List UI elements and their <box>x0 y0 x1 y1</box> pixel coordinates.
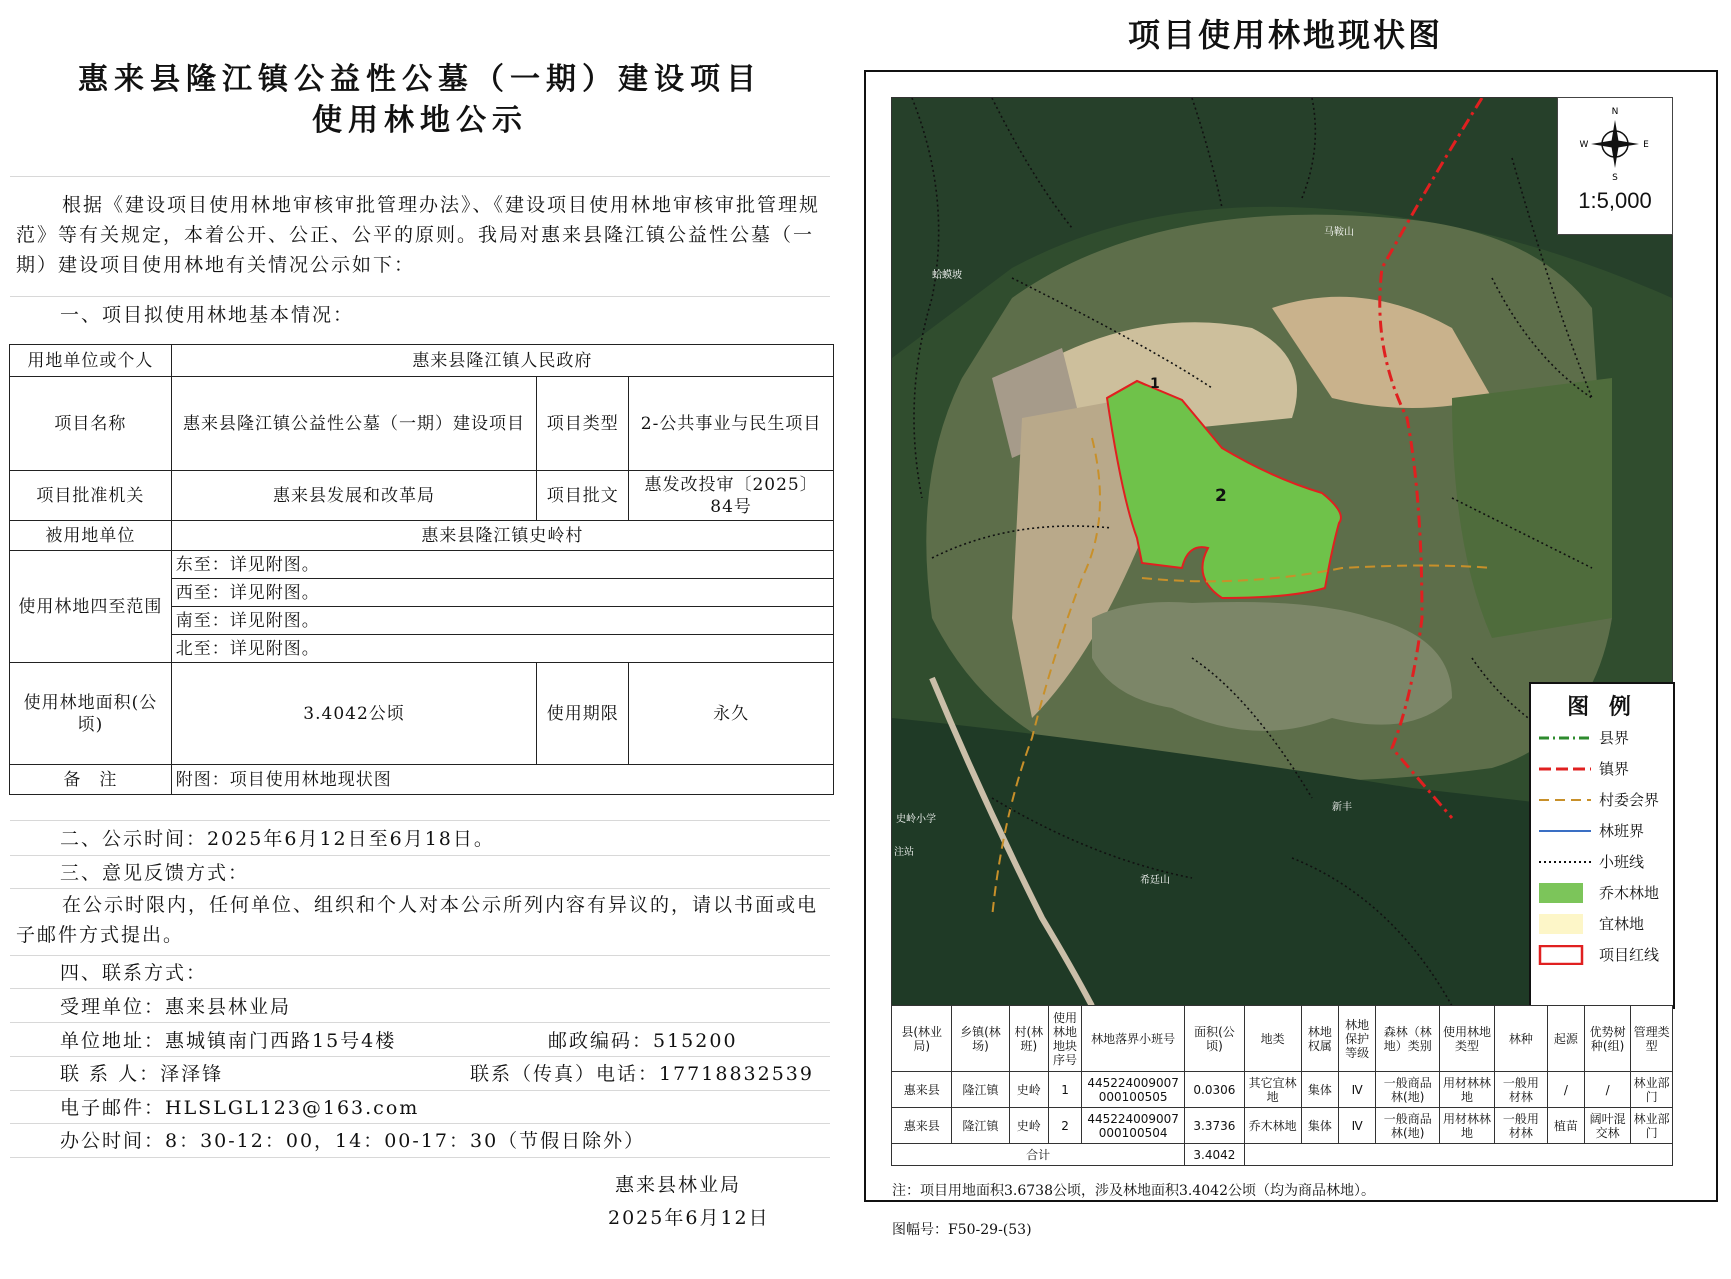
place-label: 马鞍山 <box>1324 227 1354 238</box>
map-sheet <box>840 0 1731 1279</box>
table-cell: 乔木林地 <box>1244 1108 1301 1144</box>
project-name-value: 惠来县隆江镇公益性公墓（一期）建设项目 <box>171 377 537 471</box>
legend-item <box>1537 788 1671 812</box>
north-arrow-box <box>1557 97 1673 235</box>
notice-document <box>0 0 840 1279</box>
plot-label-1: 1 <box>1150 376 1160 392</box>
table-header-row <box>892 1006 1673 1072</box>
table-cell: 一般用材林 <box>1494 1108 1547 1144</box>
boundary-label: 使用林地四至范围 <box>10 551 172 663</box>
plot-label-2: 2 <box>1215 486 1227 506</box>
project-type-label: 项目类型 <box>537 377 629 471</box>
boundary-east: 东至：详见附图。 <box>171 551 833 579</box>
table-cell: Ⅳ <box>1339 1072 1376 1108</box>
suitable-forest-land-symbol <box>1537 914 1593 934</box>
table-cell: 用材林林地 <box>1440 1072 1495 1108</box>
project-type-value: 2-公共事业与民生项目 <box>629 377 834 471</box>
header-cell: 面积(公顷) <box>1185 1006 1244 1072</box>
place-label: 新丰 <box>1332 802 1352 813</box>
legend-label: 小班线 <box>1599 853 1645 871</box>
table-cell: 惠来县 <box>892 1108 952 1144</box>
map-legend <box>1529 682 1675 1009</box>
rule-line <box>10 1022 830 1023</box>
legend-label: 镇界 <box>1599 760 1630 778</box>
table-cell: 阔叶混交林 <box>1585 1108 1631 1144</box>
rule-line <box>10 888 830 889</box>
legend-title: 图 例 <box>1567 695 1637 720</box>
rule-line <box>10 955 830 956</box>
rule-line <box>10 1090 830 1091</box>
table-row <box>892 1108 1673 1144</box>
legend-item <box>1537 912 1671 936</box>
table-cell: 一般用材林 <box>1494 1072 1547 1108</box>
town-boundary-symbol <box>1537 759 1593 779</box>
contact-email: 电子邮件：HLSLGL123@163.com <box>60 1097 420 1119</box>
map-note: 注：项目用地面积3.6738公顷，涉及林地面积3.4042公顷（均为商品林地）。 <box>892 1183 1375 1199</box>
boundary-south: 南至：详见附图。 <box>171 607 833 635</box>
header-cell: 林地落界小班号 <box>1082 1006 1185 1072</box>
land-attribute-table <box>891 1005 1673 1166</box>
forest-compartment-symbol <box>1537 821 1593 841</box>
table-cell: 惠来县 <box>892 1072 952 1108</box>
table-cell: Ⅳ <box>1339 1108 1376 1144</box>
approval-doc-label: 项目批文 <box>537 471 629 521</box>
county-boundary-symbol <box>1537 728 1593 748</box>
legend-label: 县界 <box>1599 729 1630 747</box>
table-cell: 一般商品林(地) <box>1376 1072 1440 1108</box>
table-cell: 史岭 <box>1009 1072 1049 1108</box>
rule-line <box>10 296 830 297</box>
table-cell: 植苗 <box>1547 1108 1584 1144</box>
table-cell: 其它宜林地 <box>1244 1072 1301 1108</box>
compass-icon <box>1558 98 1672 188</box>
table-cell: 集体 <box>1301 1108 1338 1144</box>
approval-org-label: 项目批准机关 <box>10 471 172 521</box>
header-cell: 地类 <box>1244 1006 1301 1072</box>
rule-line <box>10 1123 830 1124</box>
contact-phone: 联系（传真）电话：17718832539 <box>470 1063 814 1085</box>
header-cell: 森林（林地）类别 <box>1376 1006 1440 1072</box>
rule-line <box>10 1157 830 1158</box>
rule-line <box>10 988 830 989</box>
place-label: 史岭小学 <box>896 814 936 825</box>
land-user-value: 惠来县隆江镇人民政府 <box>171 345 833 377</box>
contact-unit: 受理单位：惠来县林业局 <box>60 996 292 1018</box>
rule-line <box>10 1056 830 1057</box>
project-info-table <box>9 344 834 795</box>
legend-item <box>1537 757 1671 781</box>
notice-title-line1: 惠来县隆江镇公益性公墓（一期）建设项目 <box>78 62 762 97</box>
approval-org-value: 惠来县发展和改革局 <box>171 471 537 521</box>
compass-e: E <box>1643 140 1649 150</box>
table-cell: 1 <box>1049 1072 1082 1108</box>
place-label: 希廷山 <box>1140 875 1170 886</box>
period-value: 永久 <box>629 663 834 765</box>
project-red-line-symbol <box>1537 945 1593 965</box>
table-cell: 0.0306 <box>1185 1072 1244 1108</box>
office-hours: 办公时间：8：30-12：00，14：00-17：30（节假日除外） <box>60 1130 646 1152</box>
intro-paragraph: 根据《建设项目使用林地审核审批管理办法》、《建设项目使用林地审核审批管理规范》等有关规定，本着公开、公正、公平的原则。我局对惠来县隆江镇公益性公墓（一期）建设项目使用林地有关情况公示如下： <box>16 194 821 276</box>
table-cell: 445224009007000100505 <box>1082 1072 1185 1108</box>
period-label: 使用期限 <box>537 663 629 765</box>
map-sheet-number: 图幅号：F50-29-(53) <box>892 1222 1032 1238</box>
table-cell: / <box>1585 1072 1631 1108</box>
boundary-north: 北至：详见附图。 <box>171 635 833 663</box>
table-cell: / <box>1547 1072 1584 1108</box>
table-cell: 林业部门 <box>1631 1108 1673 1144</box>
header-cell: 起源 <box>1547 1006 1584 1072</box>
approval-doc-value: 惠发改投审〔2025〕84号 <box>629 471 834 521</box>
legend-label: 宜林地 <box>1599 915 1645 933</box>
header-cell: 县(林业局) <box>892 1006 952 1072</box>
legend-label: 乔木林地 <box>1599 884 1660 902</box>
table-total-row <box>892 1144 1673 1166</box>
total-value: 3.4042 <box>1185 1144 1244 1166</box>
contact-address: 单位地址：惠城镇南门西路15号4楼 <box>60 1030 397 1052</box>
village-boundary-symbol <box>1537 790 1593 810</box>
table-cell: 隆江镇 <box>952 1108 1009 1144</box>
legend-label: 项目红线 <box>1599 946 1660 964</box>
occupied-unit-label: 被用地单位 <box>10 521 172 551</box>
feedback-paragraph: 在公示时限内，任何单位、组织和个人对本公示所列内容有异议的，请以书面或电子邮件方式提出。 <box>16 894 819 946</box>
table-cell: 林业部门 <box>1631 1072 1673 1108</box>
legend-label: 村委会界 <box>1599 791 1660 809</box>
notice-title-line2: 使用林地公示 <box>312 103 528 138</box>
table-row <box>892 1072 1673 1108</box>
header-cell: 使用林地类型 <box>1440 1006 1495 1072</box>
contact-person: 联 系 人：泽泽锋 <box>60 1063 224 1085</box>
remark-value: 附图：项目使用林地现状图 <box>171 765 833 795</box>
table-cell <box>1244 1144 1672 1166</box>
area-value: 3.4042公顷 <box>171 663 537 765</box>
issue-date: 2025年6月12日 <box>608 1207 770 1229</box>
boundary-west: 西至：详见附图。 <box>171 579 833 607</box>
header-cell: 使用林地地块序号 <box>1049 1006 1082 1072</box>
legend-item <box>1537 726 1671 750</box>
legend-item <box>1537 819 1671 843</box>
remark-label: 备 注 <box>10 765 172 795</box>
legend-item <box>1537 850 1671 874</box>
compass-s: S <box>1612 173 1618 183</box>
header-cell: 林地权属 <box>1301 1006 1338 1072</box>
area-label: 使用林地面积(公顷) <box>10 663 172 765</box>
rule-line <box>10 176 830 177</box>
section-2-heading: 二、公示时间：2025年6月12日至6月18日。 <box>60 828 495 850</box>
section-4-heading: 四、联系方式： <box>60 962 208 984</box>
table-cell: 用材林林地 <box>1440 1108 1495 1144</box>
section-1-heading: 一、项目拟使用林地基本情况： <box>60 304 355 326</box>
total-label: 合计 <box>892 1144 1185 1166</box>
table-cell: 集体 <box>1301 1072 1338 1108</box>
subcompartment-symbol <box>1537 852 1593 872</box>
postcode: 邮政编码：515200 <box>548 1030 738 1052</box>
table-cell: 史岭 <box>1009 1108 1049 1144</box>
table-cell: 445224009007000100504 <box>1082 1108 1185 1144</box>
header-cell: 乡镇(林场) <box>952 1006 1009 1072</box>
header-cell: 林地保护等级 <box>1339 1006 1376 1072</box>
place-label: 蛤蟆坡 <box>932 270 962 281</box>
header-cell: 林种 <box>1494 1006 1547 1072</box>
compass-w: W <box>1579 140 1589 150</box>
land-user-label: 用地单位或个人 <box>10 345 172 377</box>
table-cell: 2 <box>1049 1108 1082 1144</box>
table-cell: 3.3736 <box>1185 1108 1244 1144</box>
legend-item <box>1537 881 1671 905</box>
table-cell: 一般商品林(地) <box>1376 1108 1440 1144</box>
header-cell: 管理类型 <box>1631 1006 1673 1072</box>
rule-line <box>10 855 830 856</box>
legend-label: 林班界 <box>1599 822 1645 840</box>
map-title: 项目使用林地现状图 <box>1127 16 1443 54</box>
project-name-label: 项目名称 <box>10 377 172 471</box>
legend-item <box>1537 943 1671 967</box>
section-3-heading: 三、意见反馈方式： <box>60 862 250 884</box>
issuer-signature: 惠来县林业局 <box>615 1174 742 1196</box>
map-scale: 1:5,000 <box>1578 188 1652 213</box>
header-cell: 优势树种(组) <box>1585 1006 1631 1072</box>
table-cell: 隆江镇 <box>952 1072 1009 1108</box>
place-label: 注站 <box>894 847 914 858</box>
compass-n: N <box>1611 107 1619 117</box>
rule-line <box>10 820 830 821</box>
occupied-unit-value: 惠来县隆江镇史岭村 <box>171 521 833 551</box>
arbor-forest-symbol <box>1537 883 1593 903</box>
header-cell: 村(林班) <box>1009 1006 1049 1072</box>
